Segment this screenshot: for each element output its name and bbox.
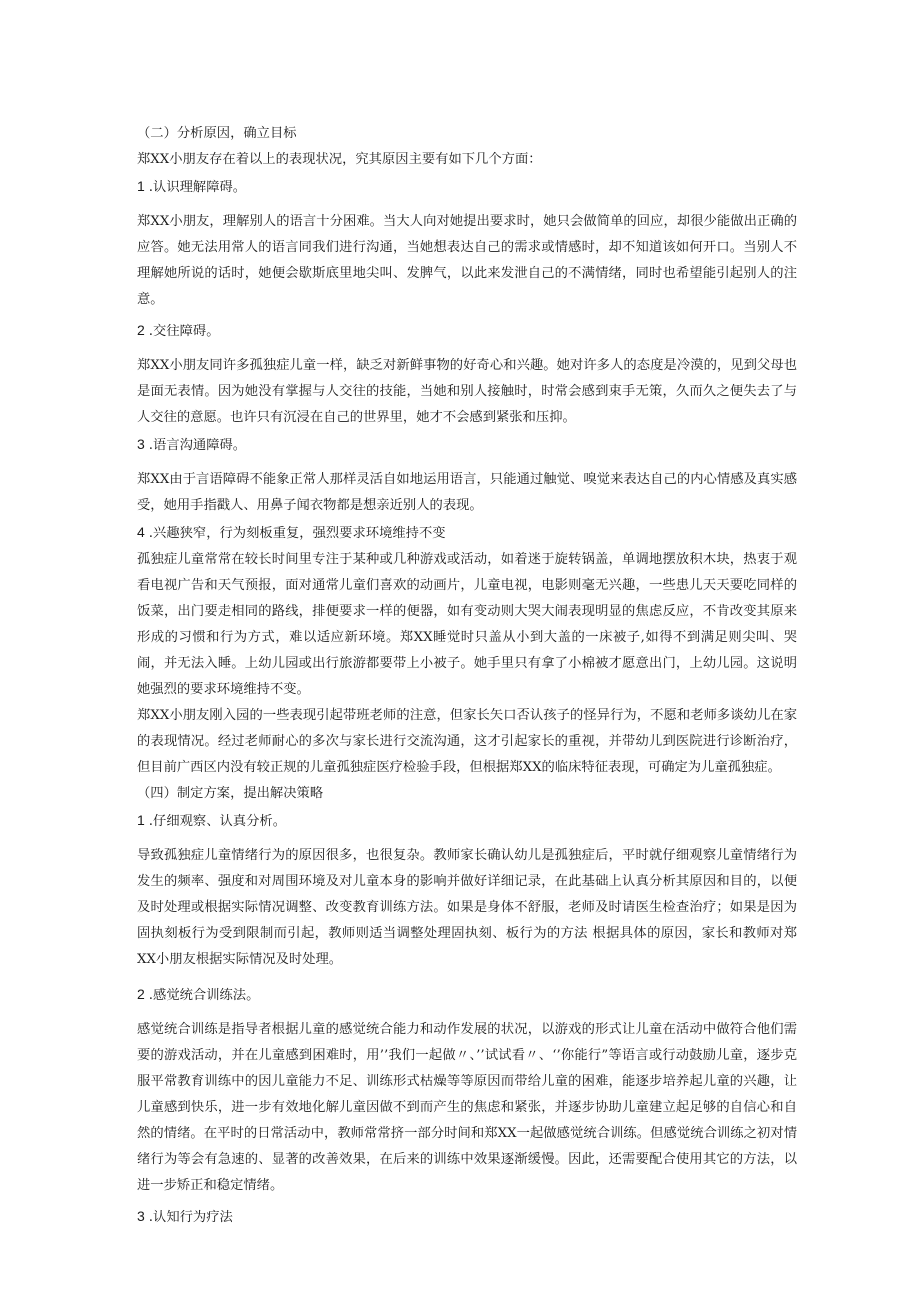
list-item-text: .认识理解障碍。 bbox=[148, 180, 247, 195]
list-item-text: .兴趣狭窄，行为刻板重复，强烈要求环境维持不变 bbox=[148, 526, 446, 541]
list-item-cognition bbox=[137, 173, 797, 201]
list-number: 1 bbox=[137, 178, 145, 194]
paragraph-interests: 孤独症儿童常常在较长时间里专注于某种或几种游戏或活动，如着迷于旋转锅盖，单调地摆放积木块，热衷于观看电视广告和天气预报，面对通常儿童们喜欢的动画片，儿童电视，电影则毫无兴趣，一些患儿天天要吃同样的饭菜，出门要走相同的路线，排便要求一样的便器，如有变动则大哭大闹表现明显的焦虑反应，不肯改变其原来形成的习惯和行为方式，难以适应新环境。郑XX睡觉时只盖从小到大盖的一床被子,如得不到满足则尖叫、哭闹，并无法入睡。上幼儿园或出行旅游都要带上小被子。她手里只有拿了小棉被才愿意出门，上幼儿园。这说明她强烈的要求环境维持不变。 bbox=[137, 552, 797, 697]
paragraph-language: 郑XX由于言语障碍不能象正常人那样灵活自如地运用语言，只能通过触觉、嗅觉来表达自己的内心情感及真实感受，她用手指戳人、用鼻子闻衣物都是想亲近别人的表现。 bbox=[137, 472, 797, 513]
intro-paragraph: 郑XX小朋友存在着以上的表现状况，究其原因主要有如下几个方面： bbox=[137, 152, 542, 167]
list-number: 3 bbox=[137, 1208, 145, 1224]
section-heading-analysis: （二）分析原因，确立目标 bbox=[137, 126, 297, 141]
list-item-text: .认知行为疗法 bbox=[148, 1210, 233, 1225]
document-page bbox=[137, 121, 797, 1231]
list-item-sensory bbox=[137, 981, 797, 1009]
list-number: 4 bbox=[137, 524, 145, 540]
list-number: 2 bbox=[137, 322, 145, 338]
paragraph-sensory: 感觉统合训练是指导者根据儿童的感觉统合能力和动作发展的状况，以游戏的形式让儿童在活动中做符合他们需要的游戏活动，并在儿童感到困难时，用’’我们一起做〃、’’试试看〃、‘’你能行”等语言或行动鼓励儿童，逐步克服平常教育训练中的因儿童能力不足、训练形式枯燥等等原因而带给儿童的困难，能逐步培养起儿童的兴趣，让儿童感到快乐，进一步有效地化解儿童因做不到而产生的焦虑和紧张，并逐步协助儿童建立起足够的自信心和自然的情绪。在平时的日常活动中，教师常常挤一部分时间和郑XX一起做感觉统合训练。但感觉统合训练之初对情绪行为等会有急速的、显著的改善效果，在后来的训练中效果逐渐缓慢。因此，还需要配合使用其它的方法，以进一步矫正和稳定情绪。 bbox=[137, 1022, 797, 1193]
list-item-text: .仔细观察、认真分析。 bbox=[148, 814, 286, 829]
paragraph-diagnosis: 郑XX小朋友刚入园的一些表现引起带班老师的注意，但家长矢口否认孩子的怪异行为，不愿和老师多谈幼儿在家的表现情况。经过老师耐心的多次与家长进行交流沟通，这才引起家长的重视，并带幼儿到医院进行诊断治疗，但目前广西区内没有较正规的儿童孤独症医疗检验手段，但根据郑XX的临床特征表现，可确定为儿童孤独症。 bbox=[137, 708, 797, 775]
paragraph-cognition: 郑XX小朋友，理解别人的语言十分困难。当大人向对她提出要求时，她只会做简单的回应，却很少能做出正确的应答。她无法用常人的语言同我们进行沟通，当她想表达自己的需求或情感时，却不知道该如何开口。当别人不理解她所说的话时，她便会歇斯底里地尖叫、发脾气，以此来发泄自己的不满情绪，同时也希望能引起别人的注意。 bbox=[137, 214, 797, 307]
paragraph-observation: 导致孤独症儿童情绪行为的原因很多，也很复杂。教师家长确认幼儿是孤独症后，平时就仔细观察儿童情绪行为发生的频率、强度和对周围环境及对儿童本身的影响并做好详细记录，在此基础上认真分析其原因和目的，以便及时处理或根据实际情况调整、改变教育训练方法。如果是身体不舒服，老师及时请医生检查治疗；如果是因为固执刻板行为受到限制而引起，教师则适当调整处理固执刻、板行为的方法 根据具体的原因，家长和教师对郑XX小朋友根据实际情况及时处理。 bbox=[137, 848, 797, 967]
list-number: 3 bbox=[137, 436, 145, 452]
list-number: 1 bbox=[137, 812, 145, 828]
list-item-text: .感觉统合训练法。 bbox=[148, 988, 260, 1003]
list-item-interests bbox=[137, 519, 797, 547]
list-item-observation bbox=[137, 807, 797, 835]
section-heading-strategy: （四）制定方案，提出解决策略 bbox=[137, 786, 324, 801]
list-item-cbt bbox=[137, 1203, 797, 1231]
list-item-language bbox=[137, 431, 797, 459]
list-item-social bbox=[137, 317, 797, 345]
paragraph-social: 郑XX小朋友同许多孤独症儿童一样，缺乏对新鲜事物的好奇心和兴趣。她对许多人的态度是冷漠的，见到父母也是面无表情。因为她没有掌握与人交往的技能，当她和别人接触时，时常会感到束手无策，久而久之便失去了与人交往的意愿。也许只有沉浸在自己的世界里，她才不会感到紧张和压抑。 bbox=[137, 358, 797, 425]
list-item-text: .语言沟通障碍。 bbox=[148, 438, 247, 453]
list-number: 2 bbox=[137, 986, 145, 1002]
list-item-text: .交往障碍。 bbox=[148, 324, 220, 339]
